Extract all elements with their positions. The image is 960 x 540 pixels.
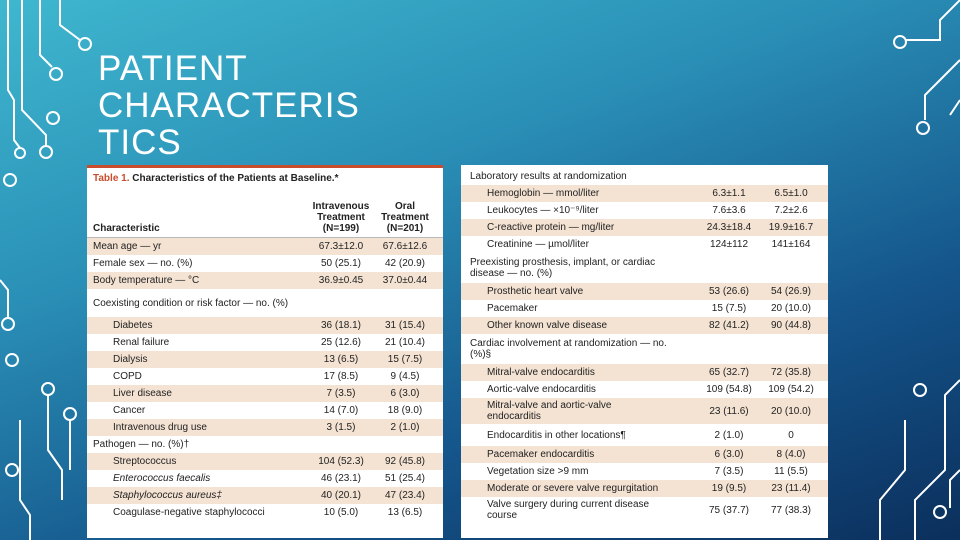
row-label: Cancer (113, 405, 146, 416)
row-value-iv: 6.3±1.1 (712, 188, 746, 199)
table-row (461, 236, 828, 253)
table-right-panel (461, 165, 828, 538)
row-value-iv: 10 (5.0) (323, 507, 359, 518)
row-label: Aortic-valve endocarditis (487, 384, 596, 395)
row-label: Moderate or severe valve regurgitation (487, 483, 659, 494)
row-value-iv: 65 (32.7) (708, 367, 750, 378)
row-value-iv: 67.3±12.0 (318, 241, 364, 252)
table-row (87, 470, 443, 487)
row-label: Female sex — no. (%) (93, 258, 193, 269)
row-value-oral: 109 (54.2) (768, 384, 814, 395)
row-label: Vegetation size >9 mm (487, 466, 589, 477)
row-value-iv: 40 (20.1) (320, 490, 362, 501)
row-label: Liver disease (113, 388, 172, 399)
row-value-oral: 9 (4.5) (390, 371, 420, 382)
row-label: Coagulase-negative staphylococci (113, 507, 265, 518)
row-value-iv: 7.6±3.6 (712, 205, 746, 216)
row-value-oral: 18 (9.0) (387, 405, 423, 416)
row-value-oral: 19.9±16.7 (768, 222, 814, 233)
row-value-iv: 17 (8.5) (323, 371, 359, 382)
row-label: Dialysis (113, 354, 148, 365)
row-value-oral: 141±164 (771, 239, 811, 250)
table-row (87, 385, 443, 402)
row-value-oral: 42 (20.9) (384, 258, 426, 269)
row-value-iv: 109 (54.8) (706, 384, 752, 395)
row-value-iv: 36.9±0.45 (318, 275, 364, 286)
row-value-iv: 75 (37.7) (708, 504, 750, 516)
table-row (461, 497, 828, 523)
row-label: Body temperature — °C (93, 275, 200, 286)
row-label: Diabetes (113, 320, 153, 331)
table-row (461, 202, 828, 219)
row-value-iv: 50 (25.1) (320, 258, 362, 269)
table-caption (87, 165, 443, 188)
row-label: Prosthetic heart valve (487, 286, 584, 297)
row-label: COPD (113, 371, 142, 382)
table-caption-text: Characteristics of the Patients at Baseline.* (132, 173, 339, 184)
row-value-iv: 104 (52.3) (318, 456, 364, 467)
table-row (461, 480, 828, 497)
slide-title-line: CHARACTERIS (98, 86, 360, 125)
table-section-row (461, 253, 828, 283)
table-section-row (87, 289, 443, 317)
row-value-oral: 77 (38.3) (770, 504, 812, 516)
table-row (87, 402, 443, 419)
row-value-oral: 15 (7.5) (387, 354, 423, 365)
row-value-oral: 37.0±0.44 (382, 275, 428, 286)
row-value-iv: 53 (26.6) (708, 286, 750, 297)
row-value-iv: 19 (9.5) (711, 483, 747, 494)
row-label: Staphylococcus aureus‡ (113, 490, 222, 501)
row-value-oral: 6.5±1.0 (774, 188, 808, 199)
table-left-panel (87, 165, 443, 538)
row-value-oral: 51 (25.4) (384, 473, 426, 484)
row-value-iv: 24.3±18.4 (706, 222, 752, 233)
col-header-oral: Oral Treatment (N=201) (381, 201, 429, 234)
row-label: C-reactive protein — mg/liter (487, 222, 615, 233)
col-header-iv: Intravenous Treatment (N=199) (312, 201, 370, 234)
row-value-iv: 124±112 (709, 239, 749, 250)
row-value-oral: 90 (44.8) (770, 320, 812, 331)
row-value-oral: 8 (4.0) (776, 449, 806, 460)
row-label: Pacemaker endocarditis (487, 449, 595, 460)
row-label: Creatinine — µmol/liter (487, 239, 589, 250)
table-row (461, 300, 828, 317)
table-row (87, 317, 443, 334)
row-value-oral: 72 (35.8) (770, 367, 812, 378)
table-row (461, 398, 828, 424)
table-row (87, 453, 443, 470)
row-label: Pathogen — no. (%)† (93, 439, 190, 450)
row-value-oral: 23 (11.4) (771, 483, 811, 494)
row-label: Laboratory results at randomization (470, 170, 627, 182)
row-value-iv: 6 (3.0) (714, 449, 744, 460)
row-value-oral: 21 (10.4) (384, 337, 426, 348)
table-row (461, 463, 828, 480)
row-value-oral: 6 (3.0) (390, 388, 420, 399)
row-value-oral: 7.2±2.6 (774, 205, 808, 216)
row-value-iv: 7 (3.5) (714, 466, 744, 477)
row-label: Cardiac involvement at randomization — no. (%)§ (470, 338, 667, 360)
table-section-row (461, 167, 828, 185)
row-label: Hemoglobin — mmol/liter (487, 188, 600, 199)
row-label: Coexisting condition or risk factor — no. (%) (93, 297, 289, 309)
table-row (87, 272, 443, 289)
row-value-iv: 3 (1.5) (326, 422, 356, 433)
row-label: Other known valve disease (487, 320, 608, 331)
row-value-oral: 47 (23.4) (384, 490, 426, 501)
row-label: Preexisting prosthesis, implant, or cardiac disease — no. (%) (470, 257, 656, 279)
table-row (461, 364, 828, 381)
table-row (87, 334, 443, 351)
row-value-iv: 36 (18.1) (320, 320, 362, 331)
table-row (461, 185, 828, 202)
row-value-iv: 15 (7.5) (711, 303, 747, 314)
row-label: Endocarditis in other locations¶ (487, 429, 626, 441)
row-label: Renal failure (113, 337, 170, 348)
row-value-oral: 92 (45.8) (384, 456, 426, 467)
table-row (461, 317, 828, 334)
row-value-iv: 23 (11.6) (709, 405, 749, 417)
table-row (461, 424, 828, 446)
row-value-oral: 31 (15.4) (384, 320, 426, 331)
row-value-iv: 2 (1.0) (714, 429, 744, 441)
row-label: Mitral-valve endocarditis (487, 367, 595, 378)
row-value-oral: 2 (1.0) (390, 422, 420, 433)
table-row (461, 381, 828, 398)
table-header (87, 192, 443, 238)
row-label: Streptococcus (113, 456, 177, 467)
row-label: Pacemaker (487, 303, 538, 314)
table-row (461, 219, 828, 236)
table-section-row (461, 334, 828, 364)
table-row (87, 368, 443, 385)
row-value-iv: 13 (6.5) (323, 354, 359, 365)
row-value-iv: 25 (12.6) (320, 337, 362, 348)
slide-title-line: TICS (98, 123, 182, 162)
table-row (87, 238, 443, 255)
row-value-iv: 46 (23.1) (320, 473, 362, 484)
row-value-iv: 7 (3.5) (326, 388, 356, 399)
table-row (461, 446, 828, 463)
row-label: Leukocytes — ×10⁻⁹/liter (487, 205, 599, 216)
slide-title-line: PATIENT (98, 49, 248, 88)
row-label: Mean age — yr (93, 241, 162, 252)
table-row (461, 283, 828, 300)
row-label: Enterococcus faecalis (113, 473, 211, 484)
row-label: Mitral-valve and aortic-valve endocarditis (487, 400, 612, 422)
table-row (87, 504, 443, 521)
table-number: Table 1. (93, 173, 130, 184)
table-row (87, 487, 443, 504)
row-label: Valve surgery during current disease course (487, 499, 650, 521)
row-value-iv: 14 (7.0) (323, 405, 359, 416)
table-row (87, 351, 443, 368)
row-value-oral: 0 (788, 429, 794, 441)
row-value-oral: 20 (10.0) (770, 405, 812, 417)
slide-title (98, 50, 398, 161)
table-section-row (87, 436, 443, 453)
row-value-oral: 11 (5.5) (774, 466, 808, 477)
row-value-oral: 67.6±12.6 (382, 241, 428, 252)
row-value-oral: 13 (6.5) (387, 507, 423, 518)
row-value-oral: 20 (10.0) (770, 303, 812, 314)
col-header-characteristic: Characteristic (93, 223, 160, 234)
table-row (87, 419, 443, 436)
row-label: Intravenous drug use (113, 422, 207, 433)
row-value-iv: 82 (41.2) (708, 320, 750, 331)
row-value-oral: 54 (26.9) (770, 286, 812, 297)
table-row (87, 255, 443, 272)
